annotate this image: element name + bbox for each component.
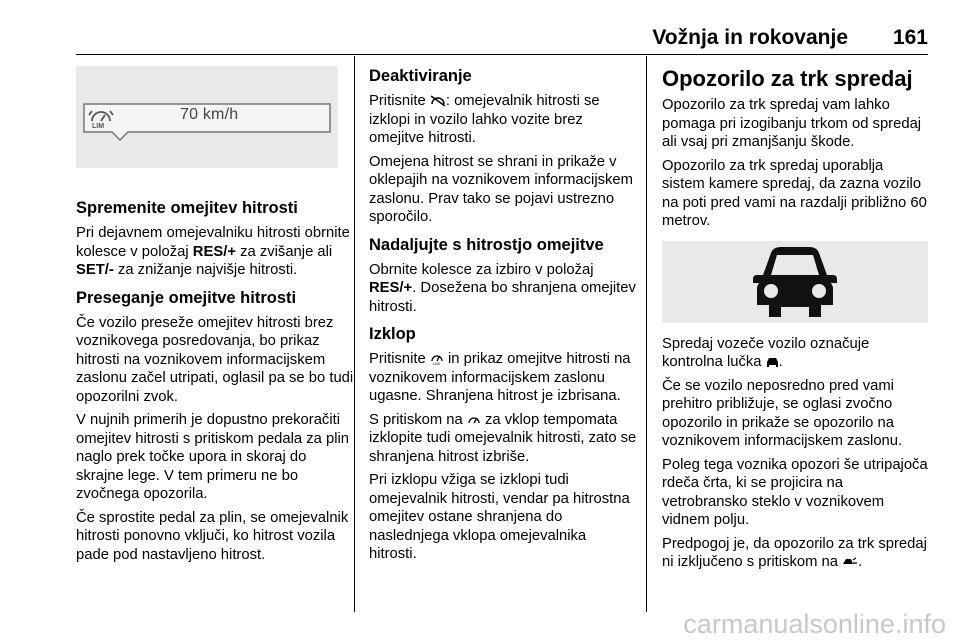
column-divider-2 bbox=[646, 56, 647, 612]
column-1 bbox=[76, 190, 354, 569]
speed-limiter-display-illustration bbox=[76, 66, 338, 168]
lim-label: LIM bbox=[92, 123, 105, 130]
column-divider-1 bbox=[354, 56, 355, 612]
paragraph: Predpogoj je, da opozorilo za trk spredaj ni izključeno s pritiskom na . bbox=[662, 535, 927, 570]
heading-opozorilo: Opozorilo za trk spredaj bbox=[662, 66, 913, 91]
displayed-speed: 70 km/h bbox=[180, 106, 239, 123]
vehicle-ahead-indicator-icon bbox=[766, 357, 779, 368]
heading-deaktiviranje: Deaktiviranje bbox=[369, 67, 472, 85]
paragraph: Obrnite kolesce za izbiro v položaj RES/+. Dosežena bo shranjena omejitev hitrosti. bbox=[369, 261, 636, 315]
paragraph: V nujnih primerih je dopustno prekoračiti omejitev hitrosti s pritiskom pedala za plin naglo prek točke upora in skoraj do skrajne lege. V tem primeru ne bo zvočnega opozorila. bbox=[76, 412, 350, 502]
speed-limiter-off-icon bbox=[430, 94, 446, 107]
paragraph: Če vozilo preseže omejitev hitrosti brez voznikovega posredovanja, bo prikaz hitrosti na voznikovem informacijskem zaslonu začel utripati, oglasil pa se bo tudi opozorilni zvok. bbox=[76, 314, 354, 405]
column-2 bbox=[369, 66, 637, 569]
cruise-control-icon bbox=[467, 412, 481, 426]
paragraph: Pri izklopu vžiga se izklopi tudi omejevalnik hitrosti, vendar pa hitrostna omejitev ostane shranjena do naslednjega vklopa omejevalnika hitrosti. bbox=[369, 472, 630, 562]
paragraph: Če se vozilo neposredno pred vami prehitro približuje, se oglasi zvočno opozorilo in prikaže se opozorilo na voznikovem informacijskem zaslonu. bbox=[662, 377, 903, 449]
paragraph: Poleg tega voznika opozori še utripajoča rdeča črta, ki se projicira na vetrobransko steklo v voznikovem vidnem polju. bbox=[662, 456, 928, 528]
paragraph: Opozorilo za trk spredaj uporablja sistem kamere spredaj, da zazna vozilo na poti pred vami na razdalji približno 60 metrov. bbox=[662, 157, 927, 229]
paragraph: Opozorilo za trk spredaj vam lahko pomaga pri izogibanju trkom od spredaj ali vsaj pri zmanjšanju škode. bbox=[662, 97, 922, 150]
heading-izklop: Izklop bbox=[369, 325, 416, 343]
paragraph: Omejena hitrost se shrani in prikaže v oklepajih na voznikovem informacijskem zaslonu. Prav tako se pojavi ustrezno sporočilo. bbox=[369, 153, 633, 225]
heading-nadaljujte: Nadaljujte s hitrostjo omejitve bbox=[369, 235, 604, 254]
paragraph: Če sprostite pedal za plin, se omejevalnik hitrosti ponovno vključi, ko hitrost vozila pade pod nastavljeno hitrost. bbox=[76, 509, 349, 563]
vehicle-ahead-illustration bbox=[662, 241, 928, 323]
paragraph: Pri dejavnem omejevalniku hitrosti obrnite kolesce v položaj RES/+ za zvišanje ali SET/- za znižanje najvišje hitrosti. bbox=[76, 225, 350, 278]
speed-limiter-icon bbox=[430, 351, 444, 365]
page-number: 161 bbox=[892, 26, 928, 49]
heading-spremenite: Spremenite omejitev hitrosti bbox=[76, 199, 298, 217]
header-title: Vožnja in rokovanje bbox=[652, 26, 848, 49]
header-rule bbox=[76, 54, 928, 55]
paragraph: Pritisnite LIM in prikaz omejitve hitrosti na voznikovem informacijskem zaslonu ugasne. Shranjena hitrost je izbrisana. bbox=[369, 351, 631, 404]
paragraph: Pritisnite : omejevalnik hitrosti se izklopi in vozilo lahko vozite brez omejitve hitrosti. bbox=[369, 93, 600, 146]
svg-text:LIM: LIM bbox=[432, 361, 440, 365]
vehicle-ahead-icon bbox=[662, 241, 928, 323]
watermark: carmanualsonline.info bbox=[683, 609, 946, 639]
paragraph: S pritiskom na za vklop tempomata izklopite tudi omejevalnik hitrosti, zato se shranjena hitrost izbriše. bbox=[369, 411, 637, 465]
collision-alert-button-icon bbox=[842, 556, 858, 568]
heading-preseganje: Preseganje omejitve hitrosti bbox=[76, 288, 297, 307]
paragraph: Spredaj vozeče vozilo označuje kontrolna lučka . bbox=[662, 335, 870, 370]
column-3 bbox=[662, 66, 928, 577]
